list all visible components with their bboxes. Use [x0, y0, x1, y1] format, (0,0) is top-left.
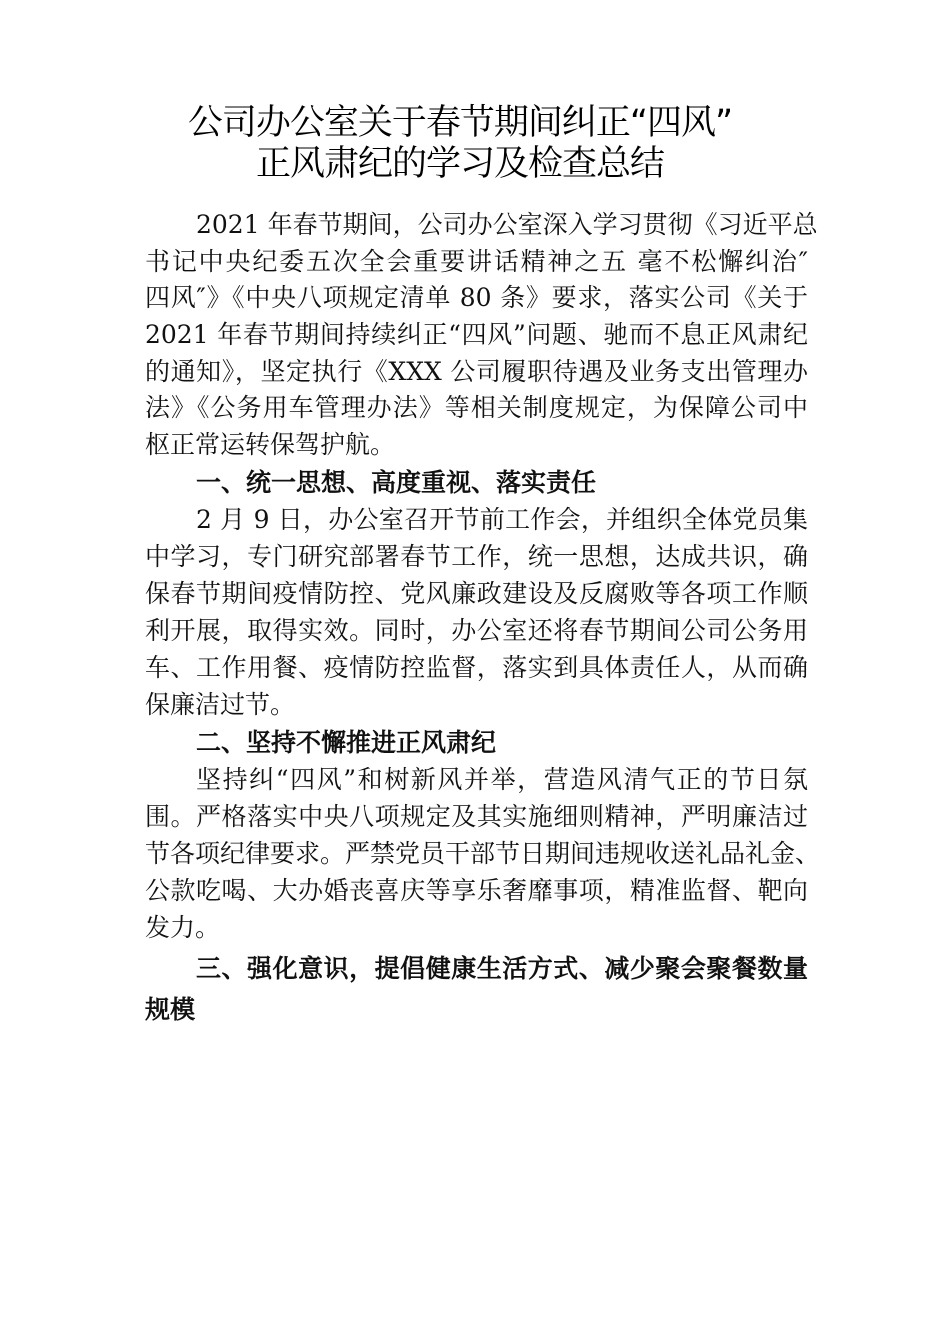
document-title-line-1: 公司办公室关于春节期间纠正“四风”: [187, 103, 733, 143]
paragraph-1-line: 法》《公务用车管理办法》等相关制度规定，为保障公司中: [145, 393, 808, 422]
paragraph-1-line: 枢正常运转保驾护航。: [145, 430, 396, 459]
paragraph-2-line: 2 月 9 日，办公室召开节前工作会，并组织全体党员集: [196, 505, 808, 534]
section-heading-3-line-1: 三、强化意识，提倡健康生活方式、减少聚会聚餐数量: [196, 954, 808, 983]
paragraph-1-line: 2021 年春节期间持续纠正“四风”问题、驰而不息正风肃纪: [145, 320, 808, 349]
paragraph-1-line: 2021 年春节期间，公司办公室深入学习贯彻《习近平总: [196, 210, 818, 239]
paragraph-3-line: 坚持纠“四风”和树新风并举，营造风清气正的节日氛: [196, 765, 808, 794]
section-heading-2: 二、坚持不懈推进正风肃纪: [196, 728, 497, 757]
paragraph-2-line: 保廉洁过节。: [145, 690, 296, 719]
paragraph-3-line: 公款吃喝、大办婚丧喜庆等享乐奢靡事项，精准监督、靶向: [145, 876, 808, 905]
document-title-line-2: 正风肃纪的学习及检查总结: [255, 144, 664, 184]
paragraph-2-line: 车、工作用餐、疫情防控监督，落实到具体责任人，从而确: [145, 653, 808, 682]
section-heading-1: 一、统一思想、高度重视、落实责任: [196, 468, 597, 497]
paragraph-2-line: 中学习，专门研究部署春节工作，统一思想，达成共识，确: [145, 542, 808, 571]
paragraph-1-line: 四风″》《中央八项规定清单 80 条》要求，落实公司《关于: [145, 283, 808, 312]
paragraph-1-line: 的通知》，坚定执行《XXX 公司履职待遇及业务支出管理办: [145, 357, 808, 386]
paragraph-2-line: 利开展，取得实效。同时，办公室还将春节期间公司公务用: [145, 616, 808, 645]
paragraph-1-line: 书记中央纪委五次全会重要讲话精神之五 毫不松懈纠治″: [145, 247, 808, 276]
paragraph-3-line: 围。严格落实中央八项规定及其实施细则精神，严明廉洁过: [145, 802, 808, 831]
paragraph-2-line: 保春节期间疫情防控、党风廉政建设及反腐败等各项工作顺: [145, 579, 808, 608]
section-heading-3-line-2: 规模: [145, 995, 196, 1024]
paragraph-3-line: 发力。: [145, 913, 221, 942]
paragraph-3-line: 节各项纪律要求。严禁党员干部节日期间违规收送礼品礼金、: [145, 839, 821, 868]
